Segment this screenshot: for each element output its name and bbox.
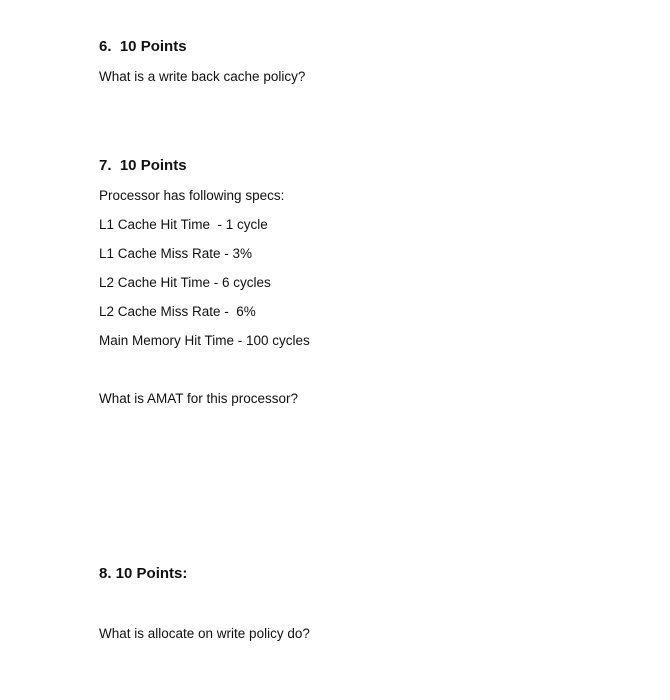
question-6-text: What is a write back cache policy? (99, 69, 306, 84)
question-7-intro: Processor has following specs: (99, 188, 285, 203)
spec-l1-miss-rate: L1 Cache Miss Rate - 3% (99, 246, 253, 261)
question-8-heading: 8. 10 Points: (99, 565, 188, 582)
spec-main-memory-hit-time: Main Memory Hit Time - 100 cycles (99, 333, 310, 348)
spec-l2-hit-time: L2 Cache Hit Time - 6 cycles (99, 275, 271, 290)
question-7-prompt: What is AMAT for this processor? (99, 391, 299, 406)
spec-l2-miss-rate: L2 Cache Miss Rate - 6% (99, 304, 256, 319)
spec-l1-hit-time: L1 Cache Hit Time - 1 cycle (99, 217, 268, 232)
question-6-heading: 6. 10 Points (99, 38, 187, 55)
question-8-text: What is allocate on write policy do? (99, 626, 310, 641)
question-7-heading: 7. 10 Points (99, 157, 187, 174)
